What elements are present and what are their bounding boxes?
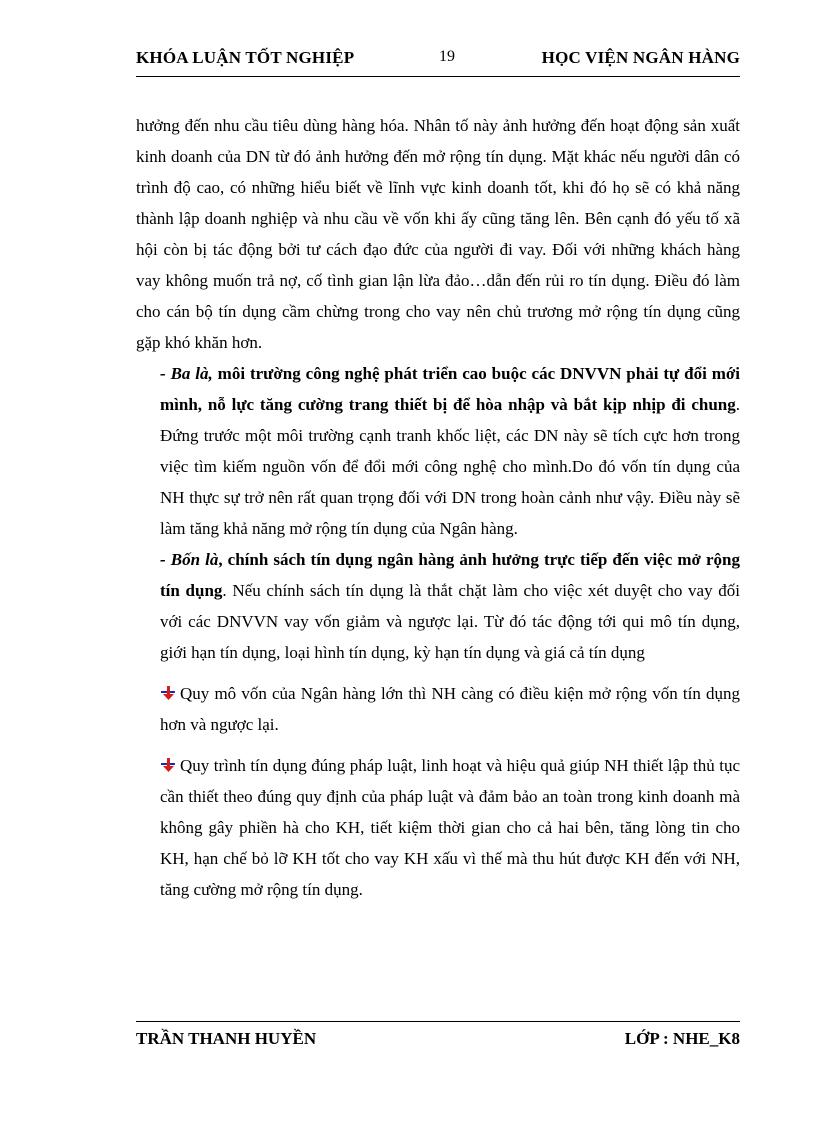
header-divider: [136, 76, 740, 77]
document-body: [136, 110, 740, 905]
paragraph-text: . Nếu chính sách tín dụng là thắt chặt làm cho việc xét duyệt cho vay đối với các DNVVN vay vốn giảm và ngược lại. Từ đó tác động tới qui mô tín dụng, giới hạn tín dụng, loại hình tín dụng, kỳ hạn tín dụng và giá cả tín dụng: [160, 581, 741, 662]
arrow-bullet-icon: [160, 752, 176, 768]
page-header: [136, 48, 740, 72]
bullet-item-capital-scale: [136, 678, 740, 740]
paragraph-technology: [136, 358, 740, 544]
footer-class: LỚP : NHE_K8: [624, 1029, 740, 1048]
paragraph-lead-ba-la: - Ba là,: [160, 364, 213, 383]
paragraph-lead-bon-la: - Bốn là: [160, 550, 219, 569]
paragraph-text: . Đứng trước một môi trường cạnh tranh khốc liệt, các DN này sẽ tích cực hơn trong việc tìm kiếm nguồn vốn để đổi mới công nghệ cho mình.Do đó vốn tín dụng của NH thực sự trở nên rất quan trọng đối với DN trong hoàn cảnh như vậy. Điều này sẽ làm tăng khả năng mở rộng tín dụng của Ngân hàng.: [160, 395, 740, 538]
paragraph-social-factors: hưởng đến nhu cầu tiêu dùng hàng hóa. Nhân tố này ảnh hưởng đến hoạt động sản xuất kinh doanh của DN từ đó ảnh hưởng đến mở rộng tín dụng. Mặt khác nếu người dân có trình độ cao, có những hiểu biết về lĩnh vực kinh doanh tốt, khi đó họ sẽ có khả năng thành lập doanh nghiệp và nhu cầu về vốn khi ấy cũng tăng lên. Bên cạnh đó yếu tố xã hội còn bị tác động bởi tư cách đạo đức của người đi vay. Đối với những khách hàng vay không muốn trả nợ, cố tình gian lận lừa đảo…dẫn đến rủi ro tín dụng. Điều đó làm cho cán bộ tín dụng cầm chừng trong cho vay nên chủ trương mở rộng tín dụng cũng gặp khó khăn hơn.: [136, 116, 740, 352]
paragraph-emphasis: , chính sách tín dụng ngân hàng ảnh hưởng trực tiếp đến việc mở rộng tín dụng: [160, 550, 740, 600]
header-institution: HỌC VIỆN NGÂN HÀNG: [541, 48, 740, 67]
page-footer: [136, 1029, 740, 1053]
header-thesis-title: KHÓA LUẬN TỐT NGHIỆP: [136, 48, 355, 67]
bullet-item-credit-process: [136, 750, 740, 905]
footer-author: TRẦN THANH HUYỀN: [136, 1029, 317, 1048]
paragraph-emphasis: môi trường công nghệ phát triển cao buộc các DNVVN phải tự đổi mới mình, nỗ lực tăng cường trang thiết bị để hòa nhập và bắt kịp nhịp đi chung: [160, 364, 740, 414]
footer-divider: [136, 1021, 740, 1022]
paragraph-credit-policy: [136, 544, 740, 668]
bullet-text: Quy trình tín dụng đúng pháp luật, linh hoạt và hiệu quả giúp NH thiết lập thủ tục cần thiết theo đúng quy định của pháp luật và đảm bảo an toàn trong kinh doanh mà không gây phiền hà cho KH, tiết kiệm thời gian cho cả hai bên, tăng lòng tin cho KH, hạn chế bỏ lỡ KH tốt cho vay KH xấu vì thế mà thu hút được KH đến với NH, tăng cường mở rộng tín dụng.: [160, 756, 740, 899]
bullet-text: Quy mô vốn của Ngân hàng lớn thì NH càng có điều kiện mở rộng vốn tín dụng hơn và ngược lại.: [160, 684, 740, 734]
arrow-bullet-icon: [160, 680, 176, 696]
page-number: 19: [439, 48, 455, 65]
